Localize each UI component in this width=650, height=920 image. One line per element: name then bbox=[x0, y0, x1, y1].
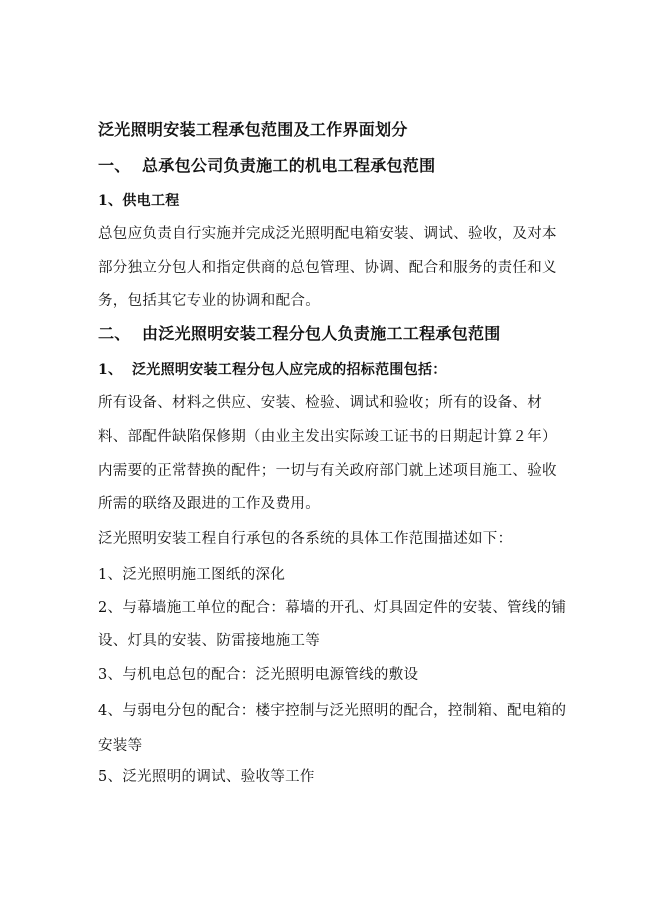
section1-paragraph-line: 务，包括其它专业的协调和配合。 bbox=[98, 293, 320, 309]
scope-item-continuation: 设、灯具的安装、防雷接地施工等 bbox=[98, 633, 320, 649]
section2-paragraph-line: 料、部配件缺陷保修期（由业主发出实际竣工证书的日期起计算２年） bbox=[98, 429, 557, 445]
scope-item-continuation: 安装等 bbox=[98, 738, 143, 754]
section1-heading: 总承包公司负责施工的机电工程承包范围 bbox=[142, 156, 436, 175]
section1-paragraph-line: 部分独立分包人和指定供商的总包管理、协调、配合和服务的责任和义 bbox=[98, 260, 557, 276]
section2-heading: 由泛光照明安装工程分包人负责施工工程承包范围 bbox=[142, 324, 501, 343]
section1-subheading: 1、供电工程 bbox=[98, 193, 180, 209]
section2-paragraph-line: 所有设备、材料之供应、安装、检验、调试和验收；所有的设备、材 bbox=[98, 395, 542, 411]
section1-heading-line bbox=[98, 156, 558, 176]
section2-paragraph-line: 内需要的正常替换的配件；一切与有关政府部门就上述项目施工、验收 bbox=[98, 463, 557, 479]
section1-number: 一、 bbox=[98, 156, 131, 175]
section1-paragraph-line: 总包应负责自行实施并完成泛光照明配电箱安装、调试、验收，及对本 bbox=[98, 226, 557, 242]
scope-item: 3、与机电总包的配合：泛光照明电源管线的敷设 bbox=[98, 667, 419, 683]
scope-item: 2、与幕墙施工单位的配合：幕墙的开孔、灯具固定件的安装、管线的铺 bbox=[98, 600, 567, 616]
section2-subheading-line bbox=[98, 360, 558, 380]
scope-item: 1、泛光照明施工图纸的深化 bbox=[98, 567, 286, 583]
section2-sub-number: 1、 bbox=[98, 362, 123, 378]
section2-number: 二、 bbox=[98, 324, 131, 343]
scope-item: 5、泛光照明的调试、验收等工作 bbox=[98, 769, 315, 785]
section2-intro: 泛光照明安装工程自行承包的各系统的具体工作范围描述如下： bbox=[98, 531, 513, 547]
scope-item: 4、与弱电分包的配合：楼宇控制与泛光照明的配合，控制箱、配电箱的 bbox=[98, 703, 567, 719]
section2-subheading: 泛光照明安装工程分包人应完成的招标范围包括： bbox=[132, 362, 447, 378]
section2-paragraph-line: 所需的联络及跟进的工作及费用。 bbox=[98, 496, 320, 512]
document-title: 泛光照明安装工程承包范围及工作界面划分 bbox=[98, 120, 408, 139]
section2-heading-line bbox=[98, 324, 558, 344]
